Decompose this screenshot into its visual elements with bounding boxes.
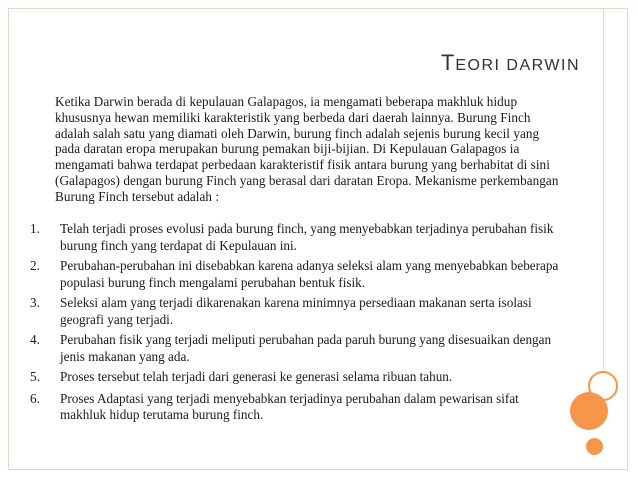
list-item-text: Proses Adaptasi yang terjadi menyebabkan terjadinya perubahan dalam pewarisan sifat: [60, 390, 519, 406]
list-item-text: Seleksi alam yang terjadi dikarenakan karena minimnya persediaan makanan serta isolasi: [60, 295, 532, 310]
list-item-text: jenis makanan yang ada.: [60, 348, 190, 364]
list-item-number: 6.: [30, 390, 40, 406]
list-item: [30, 391, 610, 424]
intro-line: pada daratan eropa merupakan burung pemakan biji-bijian. Di Kepulauan Galapagos ia: [55, 141, 520, 157]
slide-title: [200, 50, 580, 76]
list-item-text: Perubahan fisik yang terjadi meliputi perubahan pada paruh burung yang disesuaikan dengan: [60, 332, 552, 347]
list-item-text: populasi burung finch mengalami perubahan bentuk fisik.: [60, 274, 366, 290]
list-item-number: 1.: [30, 221, 40, 236]
mechanism-list: [30, 221, 610, 424]
list-item-number: 3.: [30, 295, 40, 310]
title-rest: EORI DARWIN: [455, 57, 580, 74]
accent-circle-small: [586, 438, 603, 455]
title-initial: T: [440, 50, 456, 75]
intro-paragraph: [55, 94, 603, 205]
list-item: [30, 369, 610, 386]
intro-line: Burung Finch tersebut adalah :: [55, 188, 220, 204]
list-item-text: Perubahan-perubahan ini disebabkan karena adanya seleksi alam yang menyebabkan beberapa: [60, 258, 559, 273]
list-item-number: 4.: [30, 332, 40, 347]
list-item-text: geografi yang terjadi.: [60, 311, 174, 327]
list-item: [30, 221, 610, 254]
list-item-number: 2.: [30, 258, 40, 273]
intro-line: Ketika Darwin berada di kepulauan Galapagos, ia mengamati beberapa makhluk hidup: [55, 94, 518, 109]
intro-line: adalah salah satu yang diamati oleh Darwin, burung finch adalah sejenis burung kecil yang: [55, 125, 540, 141]
list-item-number: 5.: [30, 369, 40, 384]
list-item-text: makhluk hidup terutama burung finch.: [60, 407, 264, 422]
list-item: [30, 332, 610, 365]
list-item: [30, 258, 610, 291]
list-item-text: Proses tersebut telah terjadi dari generasi ke generasi selama ribuan tahun.: [60, 369, 453, 384]
list-item-text: Telah terjadi proses evolusi pada burung finch, yang menyebabkan terjadinya perubahan fisik: [60, 221, 554, 236]
intro-line: khususnya hewan memiliki karakteristik yang berbeda dari daerah lainnya. Burung Finch: [55, 109, 531, 125]
intro-line: (Galapagos) dengan burung Finch yang berasal dari daratan Eropa. Mekanisme perkembangan: [55, 172, 559, 188]
intro-line: mengamati bahwa terdapat perbedaan karakteristif fisik antara burung yang berhabitat di sini: [55, 157, 550, 173]
list-item: [30, 295, 610, 328]
list-item-text: burung finch yang terdapat di Kepulauan ini.: [60, 237, 297, 253]
